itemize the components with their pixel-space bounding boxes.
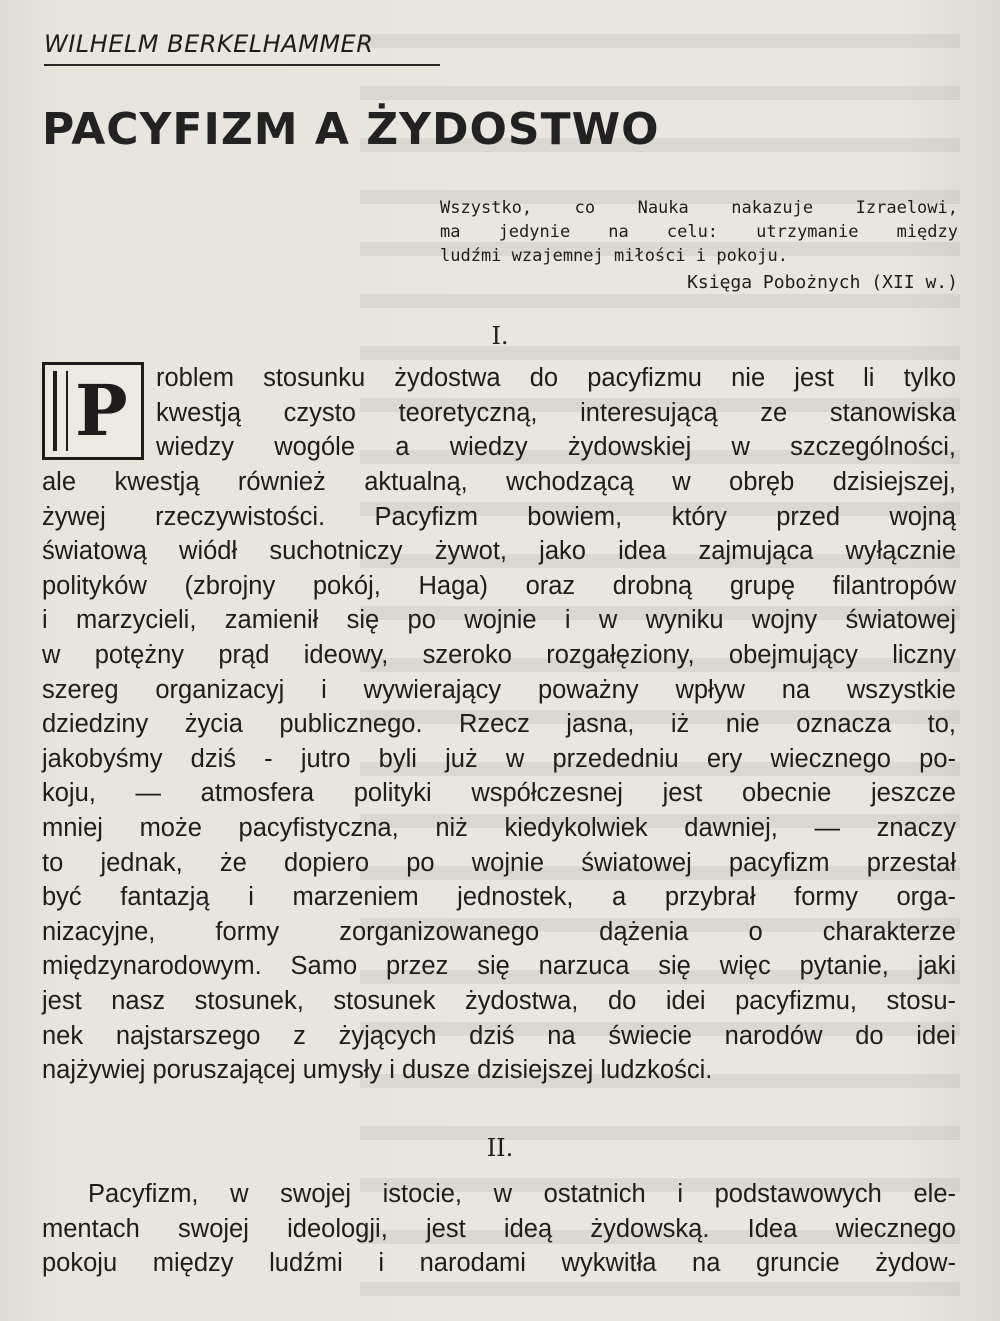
- epigraph-source: Księga Pobożnych (XII w.): [687, 272, 958, 293]
- paragraph-1-body: [42, 465, 956, 1088]
- text-line: mniej może pacyfistyczna, niż kiedykolwiek dawniej, — znaczy: [42, 813, 956, 842]
- text-line: koju, — atmosfera polityki współczesnej jest obecnie jeszcze: [42, 779, 956, 808]
- text-line: nizacyjne, formy zorganizowanego dążenia o charakterze: [42, 917, 956, 946]
- paragraph-1-opening: [156, 361, 956, 465]
- text-line: kwestją czysto teoretyczną, interesującą ze stanowiska: [156, 398, 956, 427]
- text-line: żywej rzeczywistości. Pacyfizm bowiem, który przed wojną: [42, 502, 956, 531]
- section-numeral-1: I.: [491, 322, 509, 350]
- text-line: roblem stosunku żydostwa do pacyfizmu nie jest li tylko: [156, 364, 956, 392]
- epigraph-line: ma jedynie na celu: utrzymanie między: [440, 222, 958, 242]
- text-line: pokoju między ludźmi i narodami wykwitła na gruncie żydow-: [42, 1249, 956, 1278]
- text-line: najżywiej poruszającej umysły i dusze dzisiejszej ludzkości.: [42, 1056, 713, 1085]
- drop-cap-ornament: [53, 371, 68, 451]
- drop-cap: [42, 362, 144, 460]
- text-line: nek najstarszego z żyjących dziś na świecie narodów do idei: [42, 1021, 956, 1050]
- text-line: jest nasz stosunek, stosunek żydostwa, do idei pacyfizmu, stosu-: [42, 986, 956, 1015]
- epigraph-line: ludźmi wzajemnej miłości i pokoju.: [440, 246, 788, 266]
- text-line: wiedzy wogóle a wiedzy żydowskiej w szczególności,: [156, 433, 956, 462]
- text-line: być fantazją i marzeniem jednostek, a przybrał formy orga-: [42, 883, 956, 912]
- paragraph-2: [42, 1177, 956, 1281]
- text-line: międzynarodowym. Samo przez się narzuca się więc pytanie, jaki: [42, 952, 956, 981]
- epigraph-line: Wszystko, co Nauka nakazuje Izraelowi,: [440, 198, 958, 218]
- text-line: szereg organizacyj i wywierający poważny wpływ na wszystkie: [42, 675, 956, 704]
- text-line: w potężny prąd ideowy, szeroko rozgałęziony, obejmujący liczny: [42, 640, 956, 669]
- section-numeral-2: II.: [486, 1134, 514, 1162]
- text-line: i marzycieli, zamienił się po wojnie i w wyniku wojny światowej: [42, 606, 956, 635]
- drop-cap-letter: P: [75, 369, 128, 452]
- text-line: dziedziny życia publicznego. Rzecz jasna, iż nie oznacza to,: [42, 710, 956, 739]
- article-title: PACYFIZM A ŻYDOSTWO: [42, 104, 660, 155]
- text-line: światową wiódł suchotniczy żywot, jako idea zajmująca wyłącznie: [42, 537, 956, 566]
- text-line: jakobyśmy dziś - jutro byli już w przededniu ery wiecznego po-: [42, 744, 956, 773]
- text-line: ale kwestją również aktualną, wchodzącą w obręb dzisiejszej,: [42, 468, 956, 496]
- author-underline: [44, 64, 440, 66]
- text-line: mentach swojej ideologji, jest ideą żydowską. Idea wiecznego: [42, 1214, 956, 1243]
- text-line: to jednak, że dopiero po wojnie światowej pacyfizm przestał: [42, 848, 956, 877]
- author-name: WILHELM BERKELHAMMER: [44, 30, 374, 58]
- epigraph: [440, 196, 958, 268]
- text-line: Pacyfizm, w swojej istocie, w ostatnich i podstawowych ele-: [88, 1180, 956, 1208]
- text-line: polityków (zbrojny pokój, Haga) oraz drobną grupę filantropów: [42, 571, 956, 600]
